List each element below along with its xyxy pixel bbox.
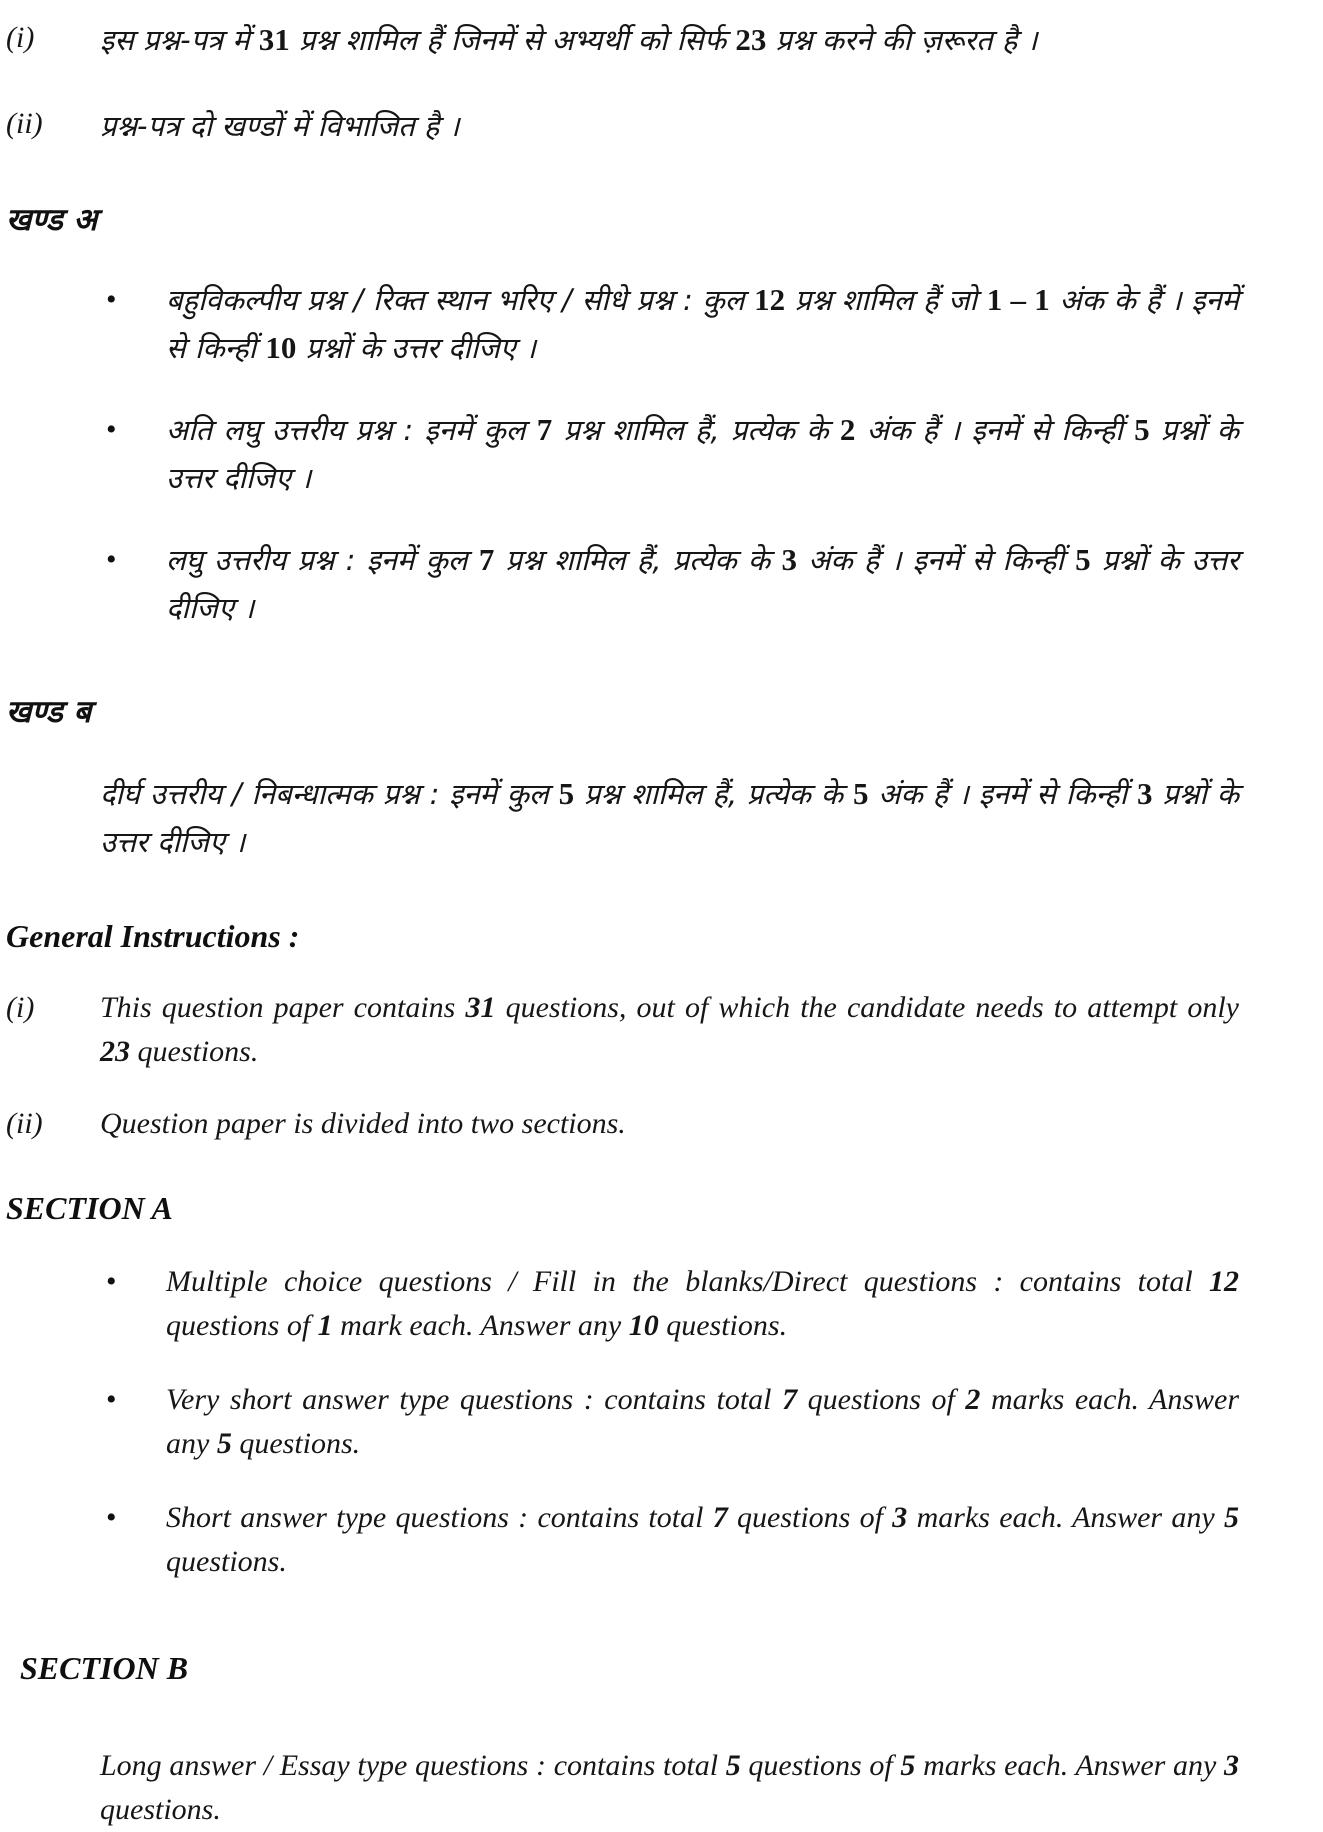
bullet-text: Multiple choice questions / Fill in the blanks/Direct questions : contains total 12 questions of 1 mark each. Answer any 10 questions. — [166, 1265, 1239, 1342]
hindi-section-a-bullet-2 — [100, 406, 1239, 502]
bullet-icon: • — [106, 1265, 117, 1298]
general-instructions-heading: General Instructions : — [6, 918, 300, 954]
section-a-bullet-2 — [100, 1378, 1239, 1466]
section-a-bullet-1 — [100, 1260, 1239, 1348]
hindi-section-b-heading: खण्ड ब — [6, 694, 92, 730]
bullet-text: Very short answer type questions : contains total 7 questions of 2 marks each. Answer any 5 questions. — [166, 1383, 1240, 1460]
hindi-section-a-bullet-3 — [100, 536, 1239, 632]
item-label: (i) — [6, 991, 35, 1024]
instruction-text: Question paper is divided into two sections. — [100, 1107, 626, 1140]
hindi-section-a-heading: खण्ड अ — [6, 202, 98, 238]
bullet-icon: • — [106, 413, 117, 446]
item-label: (ii) — [6, 1107, 43, 1140]
bullet-text: Short answer type questions : contains total 7 questions of 3 marks each. Answer any 5 questions. — [166, 1501, 1239, 1578]
english-instruction-item-i — [6, 986, 1239, 1074]
hindi-instructions-section — [6, 16, 1239, 866]
hindi-section-a-bullet-1 — [100, 276, 1239, 372]
english-instruction-item-ii — [6, 1102, 1239, 1146]
instruction-text: इस प्रश्न-पत्र में 31 प्रश्न शामिल हैं जिनमें से अभ्यर्थी को सिर्फ 23 प्रश्न करने की ज़रूरत है । — [100, 22, 1038, 57]
english-instructions-section — [6, 914, 1239, 1832]
bullet-text: बहुविकल्पीय प्रश्न / रिक्त स्थान भरिए / सीधे प्रश्न : कुल 12 प्रश्न शामिल हैं जो 1 – 1 अंक के हैं । इनमें से किन्हीं 10 प्रश्नों के उत्तर दीजिए । — [166, 282, 1240, 365]
instruction-text: प्रश्न-पत्र दो खण्डों में विभाजित है । — [100, 109, 460, 143]
hindi-section-b-paragraph: दीर्घ उत्तरीय / निबन्धात्मक प्रश्न : इनमें कुल 5 प्रश्न शामिल हैं, प्रत्येक के 5 अंक हैं । इनमें से किन्हीं 3 प्रश्नों के उत्तर दीजिए । — [100, 776, 1240, 859]
bullet-icon: • — [106, 1383, 117, 1416]
item-label: (i) — [6, 21, 35, 54]
hindi-instruction-item-ii — [6, 102, 1239, 150]
bullet-text: अति लघु उत्तरीय प्रश्न : इनमें कुल 7 प्रश्न शामिल हैं, प्रत्येक के 2 अंक हैं । इनमें से किन्हीं 5 प्रश्नों के उत्तर दीजिए । — [166, 412, 1239, 495]
bullet-icon: • — [106, 1501, 117, 1534]
bullet-icon: • — [106, 283, 117, 316]
section-a-heading: SECTION A — [6, 1190, 173, 1226]
section-b-paragraph: Long answer / Essay type questions : contains total 5 questions of 5 marks each. Answer any 3 questions. — [100, 1749, 1240, 1826]
bullet-text: लघु उत्तरीय प्रश्न : इनमें कुल 7 प्रश्न शामिल हैं, प्रत्येक के 3 अंक हैं । इनमें से किन्हीं 5 प्रश्नों के उत्तर दीजिए । — [166, 542, 1239, 625]
section-b-heading: SECTION B — [20, 1650, 189, 1686]
item-label: (ii) — [6, 107, 43, 140]
instruction-text: This question paper contains 31 questions, out of which the candidate needs to attempt only 23 questions. — [100, 991, 1239, 1068]
bullet-icon: • — [106, 543, 117, 576]
section-a-bullet-3 — [100, 1496, 1239, 1584]
hindi-instruction-item-i — [6, 16, 1239, 64]
